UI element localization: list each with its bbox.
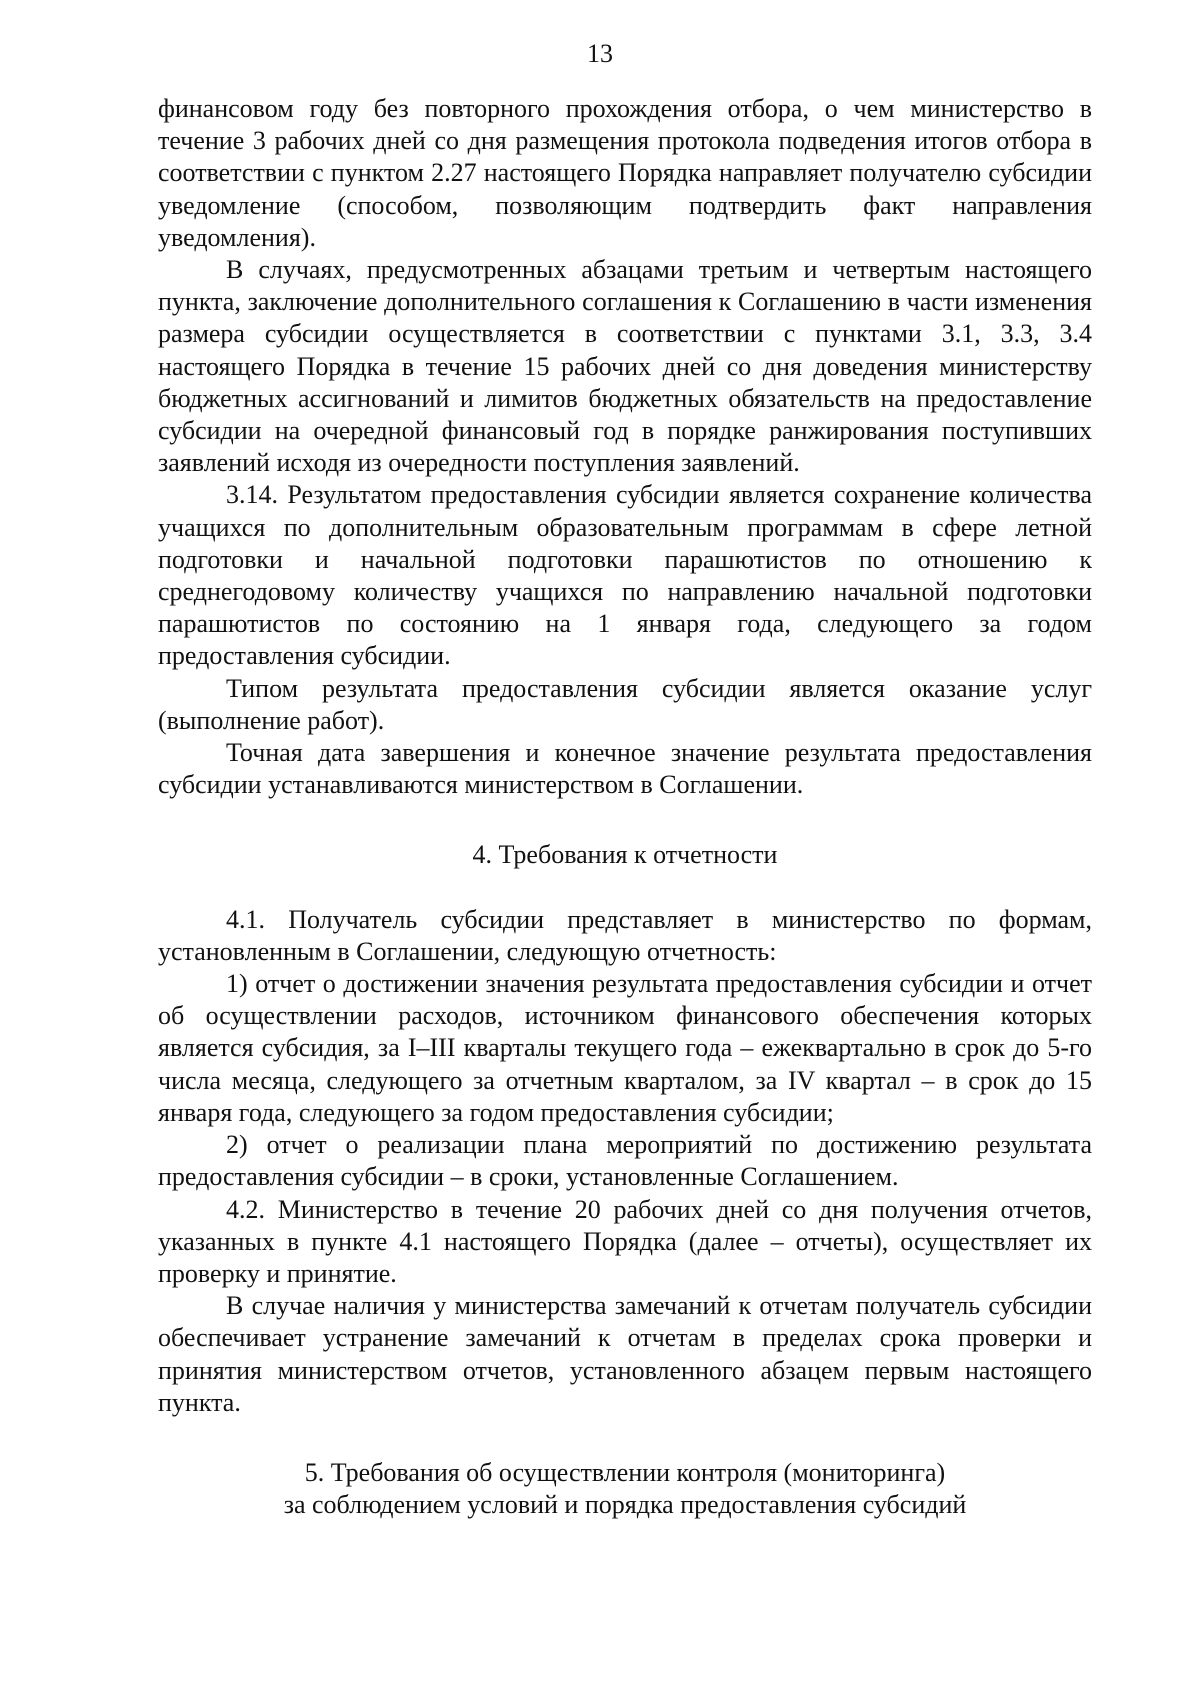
paragraph-additional-agreement: В случаях, предусмотренных абзацами третьим и четвертым настоящего пункта, заключение дополнительного соглашения к Соглашению в части изменения размера субсидии осуществляется в соответствии с пунктами 3.1, 3.3, 3.4 настоящего Порядка в течение 15 рабочих дней со дня доведения министерству бюджетных ассигнований и лимитов бюджетных обязательств на предоставление субсидии на очередной финансовый год в порядке ранжирования поступивших заявлений исходя из очередности поступления заявлений.: [158, 255, 1092, 478]
paragraph-4-1: 4.1. Получатель субсидии представляет в министерство по формам, установленным в Соглашении, следующую отчетность:: [158, 904, 1092, 966]
paragraph-4-1-item-1: 1) отчет о достижении значения результата предоставления субсидии и отчет об осуществлении расходов, источником финансового обеспечения которых является субсидия, за I–III кварталы текущего года – ежеквартально в срок до 5-го числа месяца, следующего за отчетным кварталом, за IV квартал – в срок до 15 января года, следующего за годом предоставления субсидии;: [158, 969, 1092, 1127]
document-body: [158, 93, 1092, 1521]
paragraph-4-2: 4.2. Министерство в течение 20 рабочих дней со дня получения отчетов, указанных в пункте 4.1 настоящего Порядка (далее – отчеты), осуществляет их проверку и принятие.: [158, 1194, 1092, 1288]
paragraph-continuation: финансовом году без повторного прохождения отбора, о чем министерство в течение 3 рабочих дней со дня размещения протокола подведения итогов отбора в соответствии с пунктом 2.27 настоящего Порядка направляет получателю субсидии уведомление (способом, позволяющим подтвердить факт направления уведомления).: [158, 94, 1092, 252]
paragraph-3-14-result: 3.14. Результатом предоставления субсидии является сохранение количества учащихся по дополнительным образовательным программам в сфере летной подготовки и начальной подготовки парашютистов по отношению к среднегодовому количеству учащихся по направлению начальной подготовки парашютистов по состоянию на 1 января года, следующего за годом предоставления субсидии.: [158, 480, 1092, 671]
paragraph-4-2-remarks: В случае наличия у министерства замечаний к отчетам получатель субсидии обеспечивает устранение замечаний к отчетам в пределах срока проверки и принятия министерством отчетов, установленного абзацем первым настоящего пункта.: [158, 1291, 1092, 1417]
section-heading-5: [158, 1457, 1092, 1521]
section-heading-5-line-2: за соблюдением условий и порядка предоставления субсидий: [283, 1490, 967, 1520]
paragraph-4-1-item-2: 2) отчет о реализации плана мероприятий по достижению результата предоставления субсидии – в сроки, установленные Соглашением.: [158, 1130, 1092, 1192]
paragraph-result-date: Точная дата завершения и конечное значение результата предоставления субсидии устанавливаются министерством в Соглашении.: [158, 738, 1092, 800]
page-number: 13: [587, 39, 613, 68]
section-heading-5-line-1: 5. Требования об осуществлении контроля (мониторинга): [304, 1457, 946, 1487]
section-heading-4: [158, 839, 1092, 871]
paragraph-result-type: Типом результата предоставления субсидии является оказание услуг (выполнение работ).: [158, 673, 1092, 735]
section-heading-4-line: 4. Требования к отчетности: [472, 840, 778, 870]
